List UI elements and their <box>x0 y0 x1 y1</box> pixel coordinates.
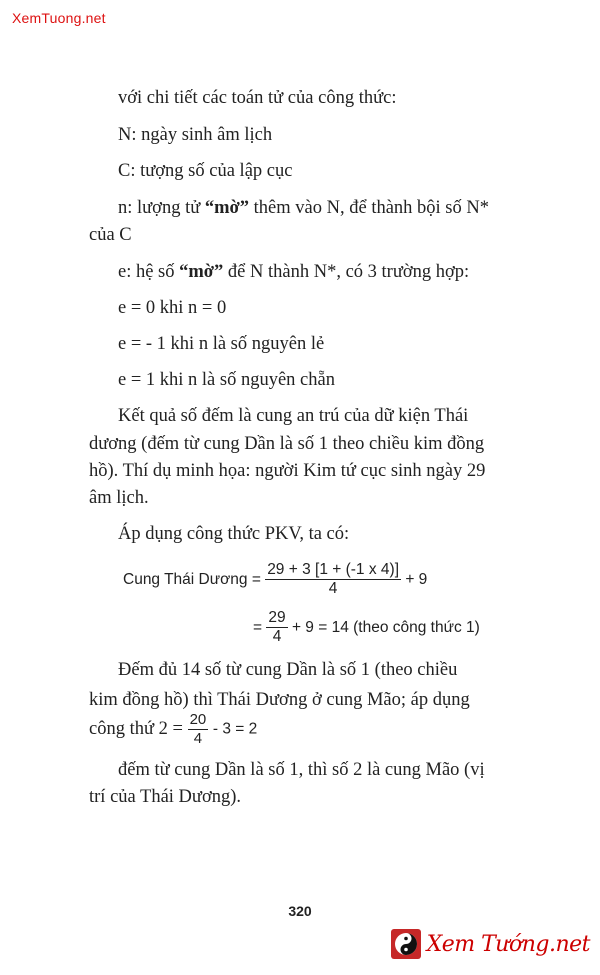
formula-line-1 <box>123 562 427 598</box>
watermark-logo <box>391 922 590 966</box>
formula-tail: + 9 = 14 (theo công thức 1) <box>291 618 480 636</box>
text-line: với chi tiết các toán tử của công thức: <box>118 88 397 108</box>
fraction-denominator: 4 <box>272 628 282 646</box>
text-line: kim đồng hồ) thì Thái Dương ở cung Mão; áp dụng <box>89 690 470 710</box>
text-run: e: hệ số <box>118 262 180 282</box>
text-line: e = 0 khi n = 0 <box>118 298 227 318</box>
yin-yang-icon <box>391 929 421 959</box>
fraction-denominator: 4 <box>193 729 203 747</box>
bold-term: “mờ” <box>179 262 224 282</box>
text-line: e = 1 khi n là số nguyên chẵn <box>118 370 335 390</box>
logo-text: Xem Tướng.net <box>426 931 590 957</box>
text-line: C: tượng số của lập cục <box>118 161 293 181</box>
text-line: Áp dụng công thức PKV, ta có: <box>118 524 350 544</box>
text-line: e = - 1 khi n là số nguyên lẻ <box>118 334 325 354</box>
fraction <box>188 712 209 747</box>
formula-line-2 <box>253 610 480 646</box>
text-line <box>118 262 469 283</box>
text-run: thêm vào N, để thành bội số N* <box>249 198 489 218</box>
text-run: công thứ 2 = <box>89 718 183 739</box>
fraction-denominator: 4 <box>328 580 338 598</box>
fraction-numerator: 29 <box>266 610 287 628</box>
text-line: của C <box>89 225 132 245</box>
text-line: Đếm đủ 14 số từ cung Dần là số 1 (theo chiều <box>118 660 458 680</box>
fraction-numerator: 20 <box>189 711 207 728</box>
text-line: dương (đếm từ cung Dần là số 1 theo chiều kim đồng <box>89 434 485 454</box>
fraction <box>266 610 287 646</box>
page-number: 320 <box>288 903 312 919</box>
formula-equals: = <box>253 618 263 636</box>
bold-term: “mờ” <box>204 198 250 218</box>
text-line <box>89 712 257 747</box>
text-line: âm lịch. <box>89 488 149 508</box>
text-line: đếm từ cung Dần là số 1, thì số 2 là cung Mão (vị <box>118 760 485 780</box>
text-line <box>118 198 489 219</box>
formula-tail: + 9 <box>405 570 428 588</box>
fraction <box>265 562 401 598</box>
formula-label: Cung Thái Dương = <box>123 570 261 588</box>
text-line: trí của Thái Dương). <box>89 787 242 807</box>
text-run: n: lượng tử <box>118 198 205 218</box>
text-run: để N thành N*, có 3 trường hợp: <box>223 262 470 282</box>
text-line: N: ngày sinh âm lịch <box>118 125 273 145</box>
fraction-numerator: 29 + 3 [1 + (-1 x 4)] <box>265 562 401 580</box>
text-line: hồ). Thí dụ minh họa: người Kim tứ cục sinh ngày 29 <box>89 461 486 481</box>
text-run: - 3 = 2 <box>212 720 258 738</box>
text-line: Kết quả số đếm là cung an trú của dữ kiện Thái <box>118 406 469 426</box>
watermark-top: XemTuong.net <box>12 10 106 26</box>
